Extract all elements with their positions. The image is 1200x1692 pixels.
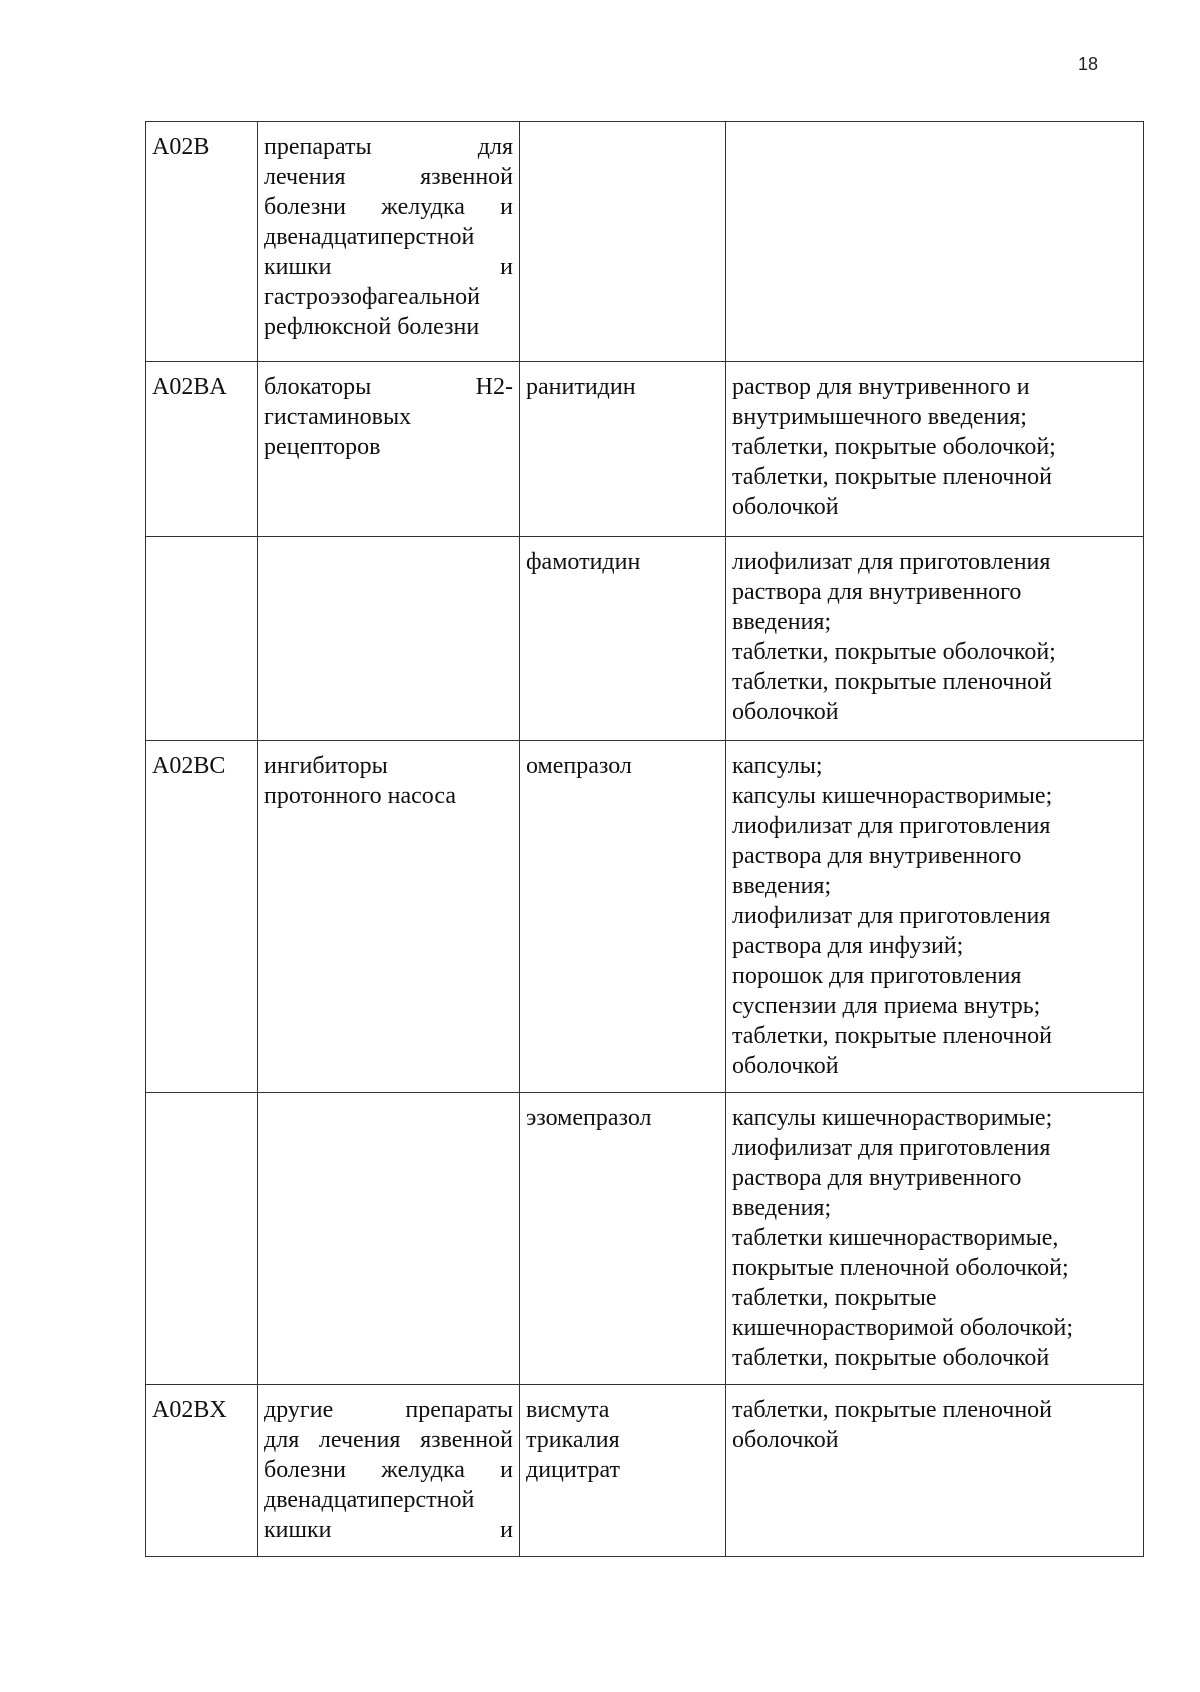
group-name-line: болезни желудка и: [264, 194, 513, 220]
drug-name-cell: эзомепразол: [520, 1093, 726, 1385]
dosage-form-line: таблетки, покрытые пленочной: [732, 1397, 1053, 1423]
dosage-forms-cell: [726, 362, 1144, 537]
group-name-line: гистаминовых: [264, 404, 412, 430]
dosage-form-line: таблетки, покрытые пленочной: [732, 1023, 1053, 1049]
group-name-line: гастроэзофагеальной: [264, 284, 481, 310]
group-name-line: протонного насоса: [264, 783, 456, 809]
group-name-cell: [258, 741, 520, 1093]
group-name-line: другие препараты: [264, 1397, 513, 1423]
dosage-form-line: введения;: [732, 1195, 832, 1221]
table-row: [146, 1093, 1144, 1385]
drug-name-cell: омепразол: [520, 741, 726, 1093]
table-row: [146, 122, 1144, 362]
dosage-form-line: раствора для внутривенного: [732, 1165, 1022, 1191]
dosage-form-line: раствора для инфузий;: [732, 933, 964, 959]
table-row: [146, 537, 1144, 741]
dosage-form-line: лиофилизат для приготовления: [732, 813, 1051, 839]
group-name-line: блокаторы H2-: [264, 374, 513, 400]
dosage-forms-cell: [726, 537, 1144, 741]
drug-name-cell: фамотидин: [520, 537, 726, 741]
group-name-cell: [258, 1093, 520, 1385]
dosage-form-line: оболочкой: [732, 1427, 839, 1453]
dosage-form-line: капсулы кишечнорастворимые;: [732, 1105, 1053, 1131]
group-name-cell: [258, 362, 520, 537]
drug-name-cell: ранитидин: [520, 362, 726, 537]
dosage-form-line: таблетки, покрытые пленочной: [732, 669, 1053, 695]
dosage-form-line: кишечнорастворимой оболочкой;: [732, 1315, 1074, 1341]
dosage-form-line: таблетки, покрытые пленочной: [732, 464, 1053, 490]
dosage-form-line: таблетки, покрытые: [732, 1285, 937, 1311]
drug-classification-table: [145, 121, 1144, 1557]
group-name-line: двенадцатиперстной: [264, 224, 475, 250]
dosage-form-line: таблетки, покрытые оболочкой: [732, 1345, 1050, 1371]
dosage-form-line: капсулы кишечнорастворимые;: [732, 783, 1053, 809]
dosage-form-line: таблетки кишечнорастворимые,: [732, 1225, 1059, 1251]
dosage-forms-cell: [726, 122, 1144, 362]
dosage-form-line: введения;: [732, 609, 832, 635]
table-row: [146, 1385, 1144, 1557]
dosage-form-line: введения;: [732, 873, 832, 899]
dosage-form-line: покрытые пленочной оболочкой;: [732, 1255, 1069, 1281]
dosage-form-line: раствора для внутривенного: [732, 843, 1022, 869]
dosage-form-line: таблетки, покрытые оболочкой;: [732, 434, 1056, 460]
group-name-line: болезни желудка и: [264, 1457, 513, 1483]
dosage-form-line: оболочкой: [732, 1053, 839, 1079]
group-name-cell: [258, 122, 520, 362]
dosage-form-line: оболочкой: [732, 494, 839, 520]
dosage-form-line: лиофилизат для приготовления: [732, 1135, 1051, 1161]
drug-name-line: трикалия: [526, 1427, 620, 1453]
dosage-forms-cell: [726, 1385, 1144, 1557]
atc-code-cell: A02BC: [146, 741, 258, 1093]
group-name-line: ингибиторы: [264, 753, 388, 779]
page-number: 18: [1078, 54, 1099, 74]
dosage-form-line: капсулы;: [732, 753, 823, 779]
group-name-line: рецепторов: [264, 434, 381, 460]
dosage-form-line: лиофилизат для приготовления: [732, 903, 1051, 929]
drug-name-line: дицитрат: [526, 1457, 621, 1483]
dosage-form-line: лиофилизат для приготовления: [732, 549, 1051, 575]
dosage-form-line: раствор для внутривенного и: [732, 374, 1030, 400]
group-name-cell: [258, 1385, 520, 1557]
drug-name-cell: [520, 1385, 726, 1557]
table-row: [146, 362, 1144, 537]
dosage-forms-cell: [726, 1093, 1144, 1385]
table-row: [146, 741, 1144, 1093]
atc-code-cell: A02B: [146, 122, 258, 362]
group-name-line: двенадцатиперстной: [264, 1487, 475, 1513]
atc-code-cell: [146, 537, 258, 741]
atc-code-cell: [146, 1093, 258, 1385]
group-name-line: рефлюксной болезни: [264, 314, 480, 340]
group-name-line: лечения язвенной: [264, 164, 513, 190]
dosage-form-line: внутримышечного введения;: [732, 404, 1027, 430]
dosage-form-line: раствора для внутривенного: [732, 579, 1022, 605]
drug-name-cell: [520, 122, 726, 362]
drug-name-line: висмута: [526, 1397, 610, 1423]
group-name-line: препараты для: [264, 134, 513, 160]
group-name-line: кишки и: [264, 1517, 513, 1543]
dosage-form-line: суспензии для приема внутрь;: [732, 993, 1041, 1019]
dosage-form-line: таблетки, покрытые оболочкой;: [732, 639, 1056, 665]
group-name-line: для лечения язвенной: [264, 1427, 513, 1453]
group-name-line: кишки и: [264, 254, 513, 280]
dosage-form-line: порошок для приготовления: [732, 963, 1022, 989]
group-name-cell: [258, 537, 520, 741]
atc-code-cell: A02BA: [146, 362, 258, 537]
atc-code-cell: A02BX: [146, 1385, 258, 1557]
dosage-forms-cell: [726, 741, 1144, 1093]
dosage-form-line: оболочкой: [732, 699, 839, 725]
